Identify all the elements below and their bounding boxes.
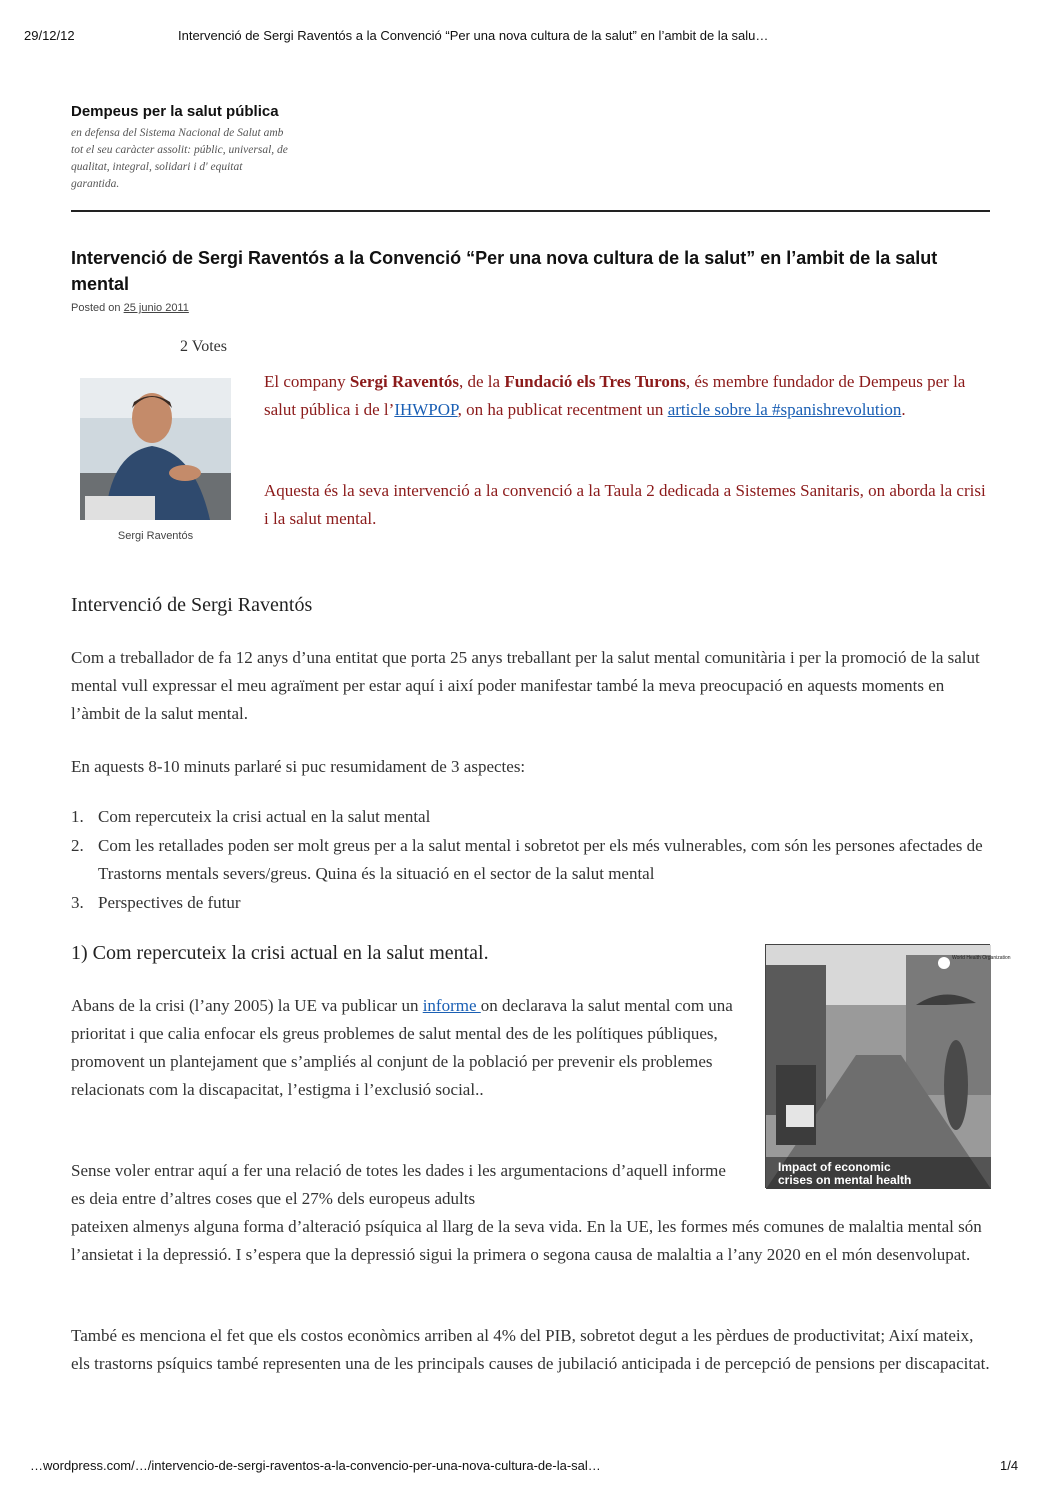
section-heading: Intervenció de Sergi Raventós xyxy=(71,594,313,616)
list-item xyxy=(71,803,990,832)
posted-date-link[interactable]: 25 junio 2011 xyxy=(123,302,189,314)
article-link[interactable]: article sobre la #spanishrevolution xyxy=(667,400,902,419)
site-title[interactable]: Dempeus per la salut pública xyxy=(71,103,279,120)
aspects-list xyxy=(71,803,990,917)
paragraph-4a: Sense voler entrar aquí a fer una relació de totes les dades i les argumentacions d’aquell informe es deia entre d’altres coses que el 27% dels europeus adults xyxy=(71,1161,726,1208)
list-item xyxy=(71,889,990,918)
list-item-text: Perspectives de futur xyxy=(98,892,241,912)
paragraph-1: Com a treballador de fa 12 anys d’una entitat que porta 25 anys treballant per la salut mental comunitària i per la promoció de la salut mental vull expressar el meu agraïment per estar aquí i així poder manifestar també la meva preocupació en aquests moments en l’àmbit de la salut mental. xyxy=(71,648,980,723)
author-name: Sergi Raventós xyxy=(349,372,459,391)
who-caption-line2: crises on mental health xyxy=(778,1173,912,1187)
photo-caption: Sergi Raventós xyxy=(117,530,194,542)
print-page-number: 1/4 xyxy=(1000,1458,1019,1473)
who-org-label: World Health Organization xyxy=(952,955,1011,961)
paragraph-3 xyxy=(71,992,743,1104)
foundation-name: Fundació els Tres Turons xyxy=(504,372,686,391)
print-date: 29/12/12 xyxy=(24,28,75,43)
print-footer-url: …wordpress.com/…/intervencio-de-sergi-raventos-a-la-convencio-per-una-nova-cultura-de-la-sal… xyxy=(30,1458,601,1473)
header-divider xyxy=(71,210,990,212)
ihwpop-link[interactable]: IHWPOP xyxy=(394,400,458,419)
paragraph-5: També es menciona el fet que els costos econòmics arriben al 4% del PIB, sobretot degut a les pèrdues de productivitat; Així mateix, els trastorns psíquics també representen una de les principals causes de jubilació anticipada i de percepció de pensions per discapacitat. xyxy=(71,1326,990,1373)
votes-count: 2 Votes xyxy=(180,338,227,355)
list-item xyxy=(71,832,990,889)
informe-link[interactable]: informe xyxy=(422,996,481,1015)
intro-text: . xyxy=(901,400,906,419)
list-item-number: 2. xyxy=(71,835,84,855)
intro-text: , és membre fundador de Dempeus per la salut pública i de l’ xyxy=(264,372,966,419)
author-photo xyxy=(80,378,231,520)
intro-paragraph-1 xyxy=(264,368,990,424)
paragraph-text: Abans de la crisi (l’any 2005) la UE va publicar un xyxy=(71,996,423,1015)
who-report-cover[interactable] xyxy=(765,944,1011,1188)
paragraph-4b: pateixen almenys alguna forma d’alteració psíquica al llarg de la seva vida. En la UE, les formes més comunes de malaltia mental són l’ansietat i la depressió. I s’espera que la depressió sigui la primera o segona causa de malaltia a l’any 2020 en el món desenvolupat. xyxy=(71,1217,982,1264)
list-item-number: 3. xyxy=(71,892,84,912)
post-meta xyxy=(71,302,189,314)
intro-text: , on ha publicat recentment un xyxy=(457,400,668,419)
site-description: en defensa del Sistema Nacional de Salut amb tot el seu caràcter assolit: públic, universal, de qualitat, integral, solidari i d' equitat garantida. xyxy=(71,127,288,190)
subheading-crisis: 1) Com repercuteix la crisi actual en la salut mental. xyxy=(71,942,489,964)
posted-prefix: Posted on xyxy=(71,302,121,314)
list-item-number: 1. xyxy=(71,807,84,826)
post-title: Intervenció de Sergi Raventós a la Convenció “Per una nova cultura de la salut” en l’ambit de la salut mental xyxy=(71,248,938,294)
print-header-title: Intervenció de Sergi Raventós a la Convenció “Per una nova cultura de la salut” en l’ambit de la salu… xyxy=(178,28,769,43)
who-caption-line1: Impact of economic xyxy=(778,1160,891,1174)
intro-text: El company xyxy=(264,372,350,391)
intro-text: , de la xyxy=(459,372,505,391)
paragraph-2: En aquests 8-10 minuts parlaré si puc resumidament de 3 aspectes: xyxy=(71,757,526,776)
paragraph-text: on declarava la salut mental com una prioritat i que calia enfocar els greus problemes de salut mental des de les polítiques públiques, promovent un plantejament que s’ampliés al conjunt de la població per prevenir els problemes relacionats com la discapacitat, l’estigma i l’exclusió social.. xyxy=(71,996,733,1099)
list-item-text: Com repercuteix la crisi actual en la salut mental xyxy=(98,807,431,826)
list-item-text: Com les retallades poden ser molt greus per a la salut mental i sobretot per els més vulnerables, com són les persones afectades de Trastorns mentals severs/greus. Quina és la situació en el sector de la salut mental xyxy=(98,835,983,883)
intro-paragraph-2: Aquesta és la seva intervenció a la convenció a la Taula 2 dedicada a Sistemes Sanitaris, on aborda la crisi i la salut mental. xyxy=(264,481,986,528)
